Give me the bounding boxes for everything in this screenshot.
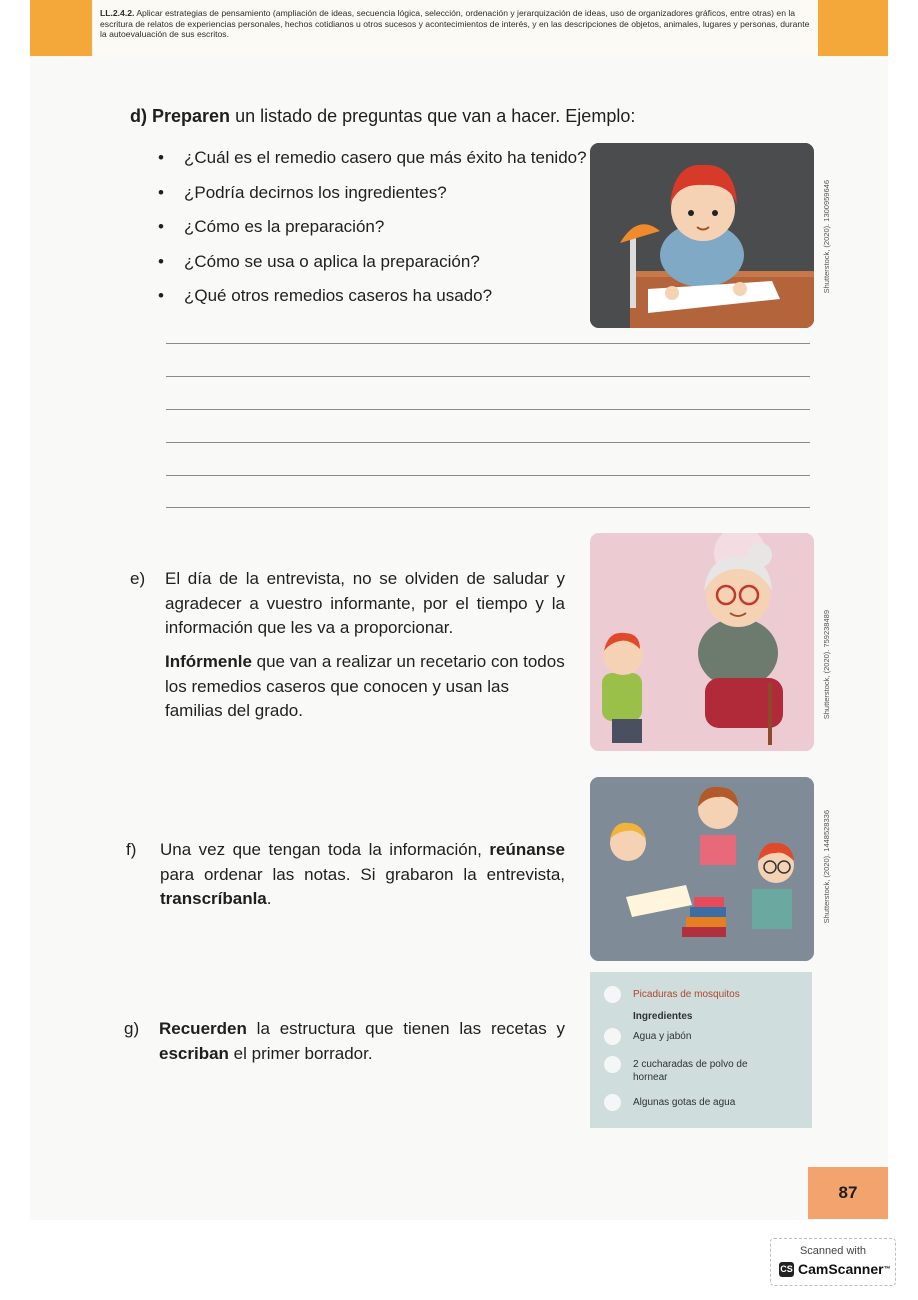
section-e-text: que van a realizar un recetario con todos los remedios caseros que conocen y usan las familias del grado. xyxy=(165,652,565,720)
skill-code: LL.2.4.2. xyxy=(100,8,135,18)
section-g-text-b: el primer borrador. xyxy=(228,1043,373,1063)
recipe-card xyxy=(590,972,812,1128)
page-number: 87 xyxy=(808,1167,888,1219)
recipe-ingredients-label: Ingredientes xyxy=(633,1011,693,1022)
section-g-text-a: la estructura que tienen las recetas y xyxy=(246,1019,565,1038)
section-f-text-a: Una vez que tengan toda la información, xyxy=(160,840,490,859)
question-list xyxy=(158,144,587,317)
section-f-letter: f) xyxy=(126,840,137,859)
section-e-paragraph: El día de la entrevista, no se olviden de saludar y agradecer a vuestro informante, por el tiempo y la información que les va a proporcionar. xyxy=(165,569,565,637)
recipe-item xyxy=(604,1058,754,1084)
question-item: • ¿Podría decirnos los ingredientes? xyxy=(158,179,587,214)
recipe-item-text: 2 cucharadas de polvo de hornear xyxy=(633,1059,748,1083)
scanned-with-text: Scanned with xyxy=(799,1245,867,1257)
image-credit-f: Shutterstock, (2020). 1448528336 xyxy=(822,810,831,924)
section-g-bold-b: escriban xyxy=(159,1043,229,1063)
section-e-letter: e) xyxy=(130,569,146,588)
section-e-bold: Infórmenle xyxy=(165,652,252,671)
trademark: ™ xyxy=(883,1265,891,1273)
bullet-circle-icon xyxy=(604,1028,621,1045)
camscanner-brand xyxy=(779,1261,891,1277)
section-d-letter: d) xyxy=(130,106,147,126)
recipe-item xyxy=(604,1096,735,1111)
question-item: • ¿Cuál es el remedio casero que más éxito ha tenido? xyxy=(158,144,587,179)
question-item: • ¿Cómo se usa o aplica la preparación? xyxy=(158,248,587,283)
answer-line xyxy=(166,507,810,508)
recipe-title-row xyxy=(604,988,740,1003)
section-e-paragraph-2 xyxy=(165,650,565,724)
section-d-text: un listado de preguntas que van a hacer. Ejemplo: xyxy=(230,106,636,126)
boy-writing-illustration xyxy=(590,143,814,328)
recipe-item xyxy=(604,1030,691,1045)
section-g-letter: g) xyxy=(124,1019,140,1038)
camscanner-watermark xyxy=(770,1238,896,1286)
bullet-circle-icon xyxy=(604,986,621,1003)
answer-line xyxy=(166,343,810,344)
answer-line xyxy=(166,376,810,377)
section-d-bold: Preparen xyxy=(152,106,231,126)
answer-line xyxy=(166,442,810,443)
bullet-circle-icon xyxy=(604,1056,621,1073)
section-g-bold-a: Recuerden xyxy=(159,1019,247,1038)
section-f-text-b: para ordenar las notas. Si grabaron la entrevista, xyxy=(160,864,565,884)
camscanner-logo-icon: CS xyxy=(779,1262,794,1277)
question-item: • ¿Cómo es la preparación? xyxy=(158,213,587,248)
image-credit-d: Shutterstock, (2020). 1300959646 xyxy=(822,180,831,294)
answer-line xyxy=(166,409,810,410)
bullet-circle-icon xyxy=(604,1094,621,1111)
section-f-bold-b: transcríbanla xyxy=(160,889,267,908)
image-credit-e: Shutterstock, (2020). 759238489 xyxy=(822,610,831,720)
skill-header xyxy=(92,0,818,56)
answer-line xyxy=(166,475,810,476)
section-f-paragraph xyxy=(160,838,565,912)
camscanner-name: CamScanner xyxy=(798,1261,884,1277)
question-item: • ¿Qué otros remedios caseros ha usado? xyxy=(158,282,587,317)
section-d-heading xyxy=(130,104,635,129)
children-reading-illustration xyxy=(590,777,814,961)
section-f-bold-a: reúnanse xyxy=(489,840,565,859)
recipe-item-text: Algunas gotas de agua xyxy=(633,1097,736,1108)
section-f-text-c: . xyxy=(266,889,272,908)
section-g-paragraph xyxy=(159,1017,565,1066)
grandmother-child-illustration xyxy=(590,533,814,751)
recipe-ingredients-label-row xyxy=(633,1010,692,1023)
recipe-title: Picaduras de mosquitos xyxy=(633,989,740,1000)
recipe-item-text: Agua y jabón xyxy=(633,1031,692,1042)
skill-text: Aplicar estrategias de pensamiento (ampliación de ideas, secuencia lógica, selección, ordenación y jerarquización de ideas, uso de organizadores gráficos, entre otras) en la escritura de relatos de experiencias personales, hechos cotidianos u otros sucesos y acontecimientos de interés, y en las descripciones de objetos, animales, lugares y personas, durante la autoevaluación de sus escritos. xyxy=(100,8,810,40)
